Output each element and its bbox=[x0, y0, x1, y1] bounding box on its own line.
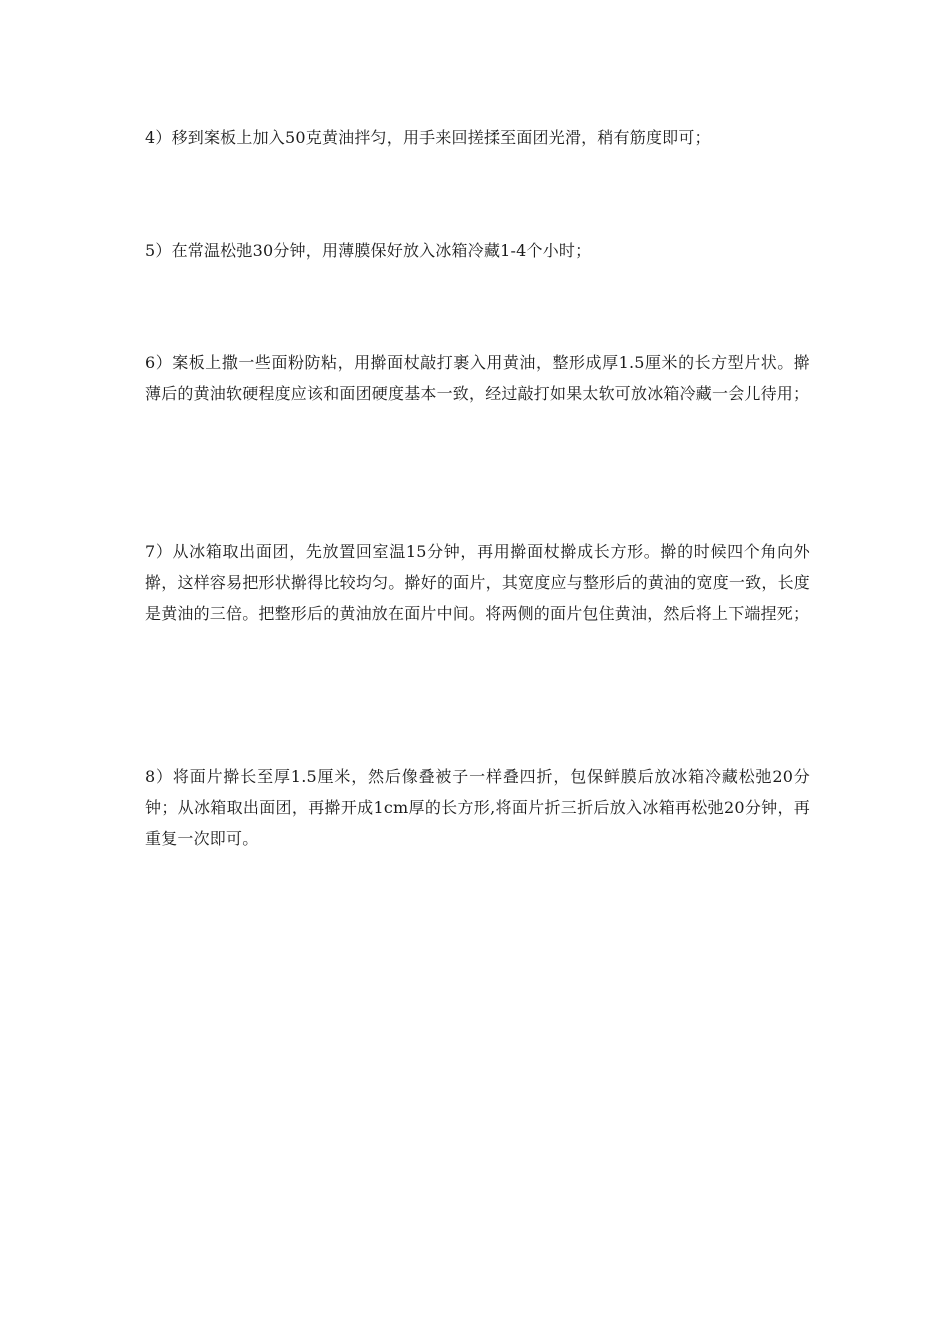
step-5-paragraph: 5）在常温松弛30分钟，用薄膜保好放入冰箱冷藏1-4个小时； bbox=[145, 241, 592, 260]
step-4-paragraph: 4）移到案板上加入50克黄油拌匀，用手来回搓揉至面团光滑，稍有筋度即可； bbox=[145, 128, 711, 147]
step-6-paragraph: 6）案板上撒一些面粉防粘，用擀面杖敲打裹入用黄油，整形成厚1.5厘米的长方型片状。擀薄后的黄油软硬程度应该和面团硬度基本一致，经过敲打如果太软可放冰箱冷藏一会儿待用； bbox=[145, 353, 810, 403]
step-8-paragraph: 8）将面片擀长至厚1.5厘米，然后像叠被子一样叠四折，包保鲜膜后放冰箱冷藏松弛20分钟；从冰箱取出面团，再擀开成1cm厚的长方形,将面片折三折后放入冰箱再松弛20分钟，再重复一次即可。 bbox=[145, 767, 810, 848]
step-7-paragraph: 7）从冰箱取出面团，先放置回室温15分钟，再用擀面杖擀成长方形。擀的时候四个角向外擀，这样容易把形状擀得比较均匀。擀好的面片，其宽度应与整形后的黄油的宽度一致，长度是黄油的三倍。把整形后的黄油放在面片中间。将两侧的面片包住黄油，然后将上下端捏死； bbox=[145, 542, 810, 623]
